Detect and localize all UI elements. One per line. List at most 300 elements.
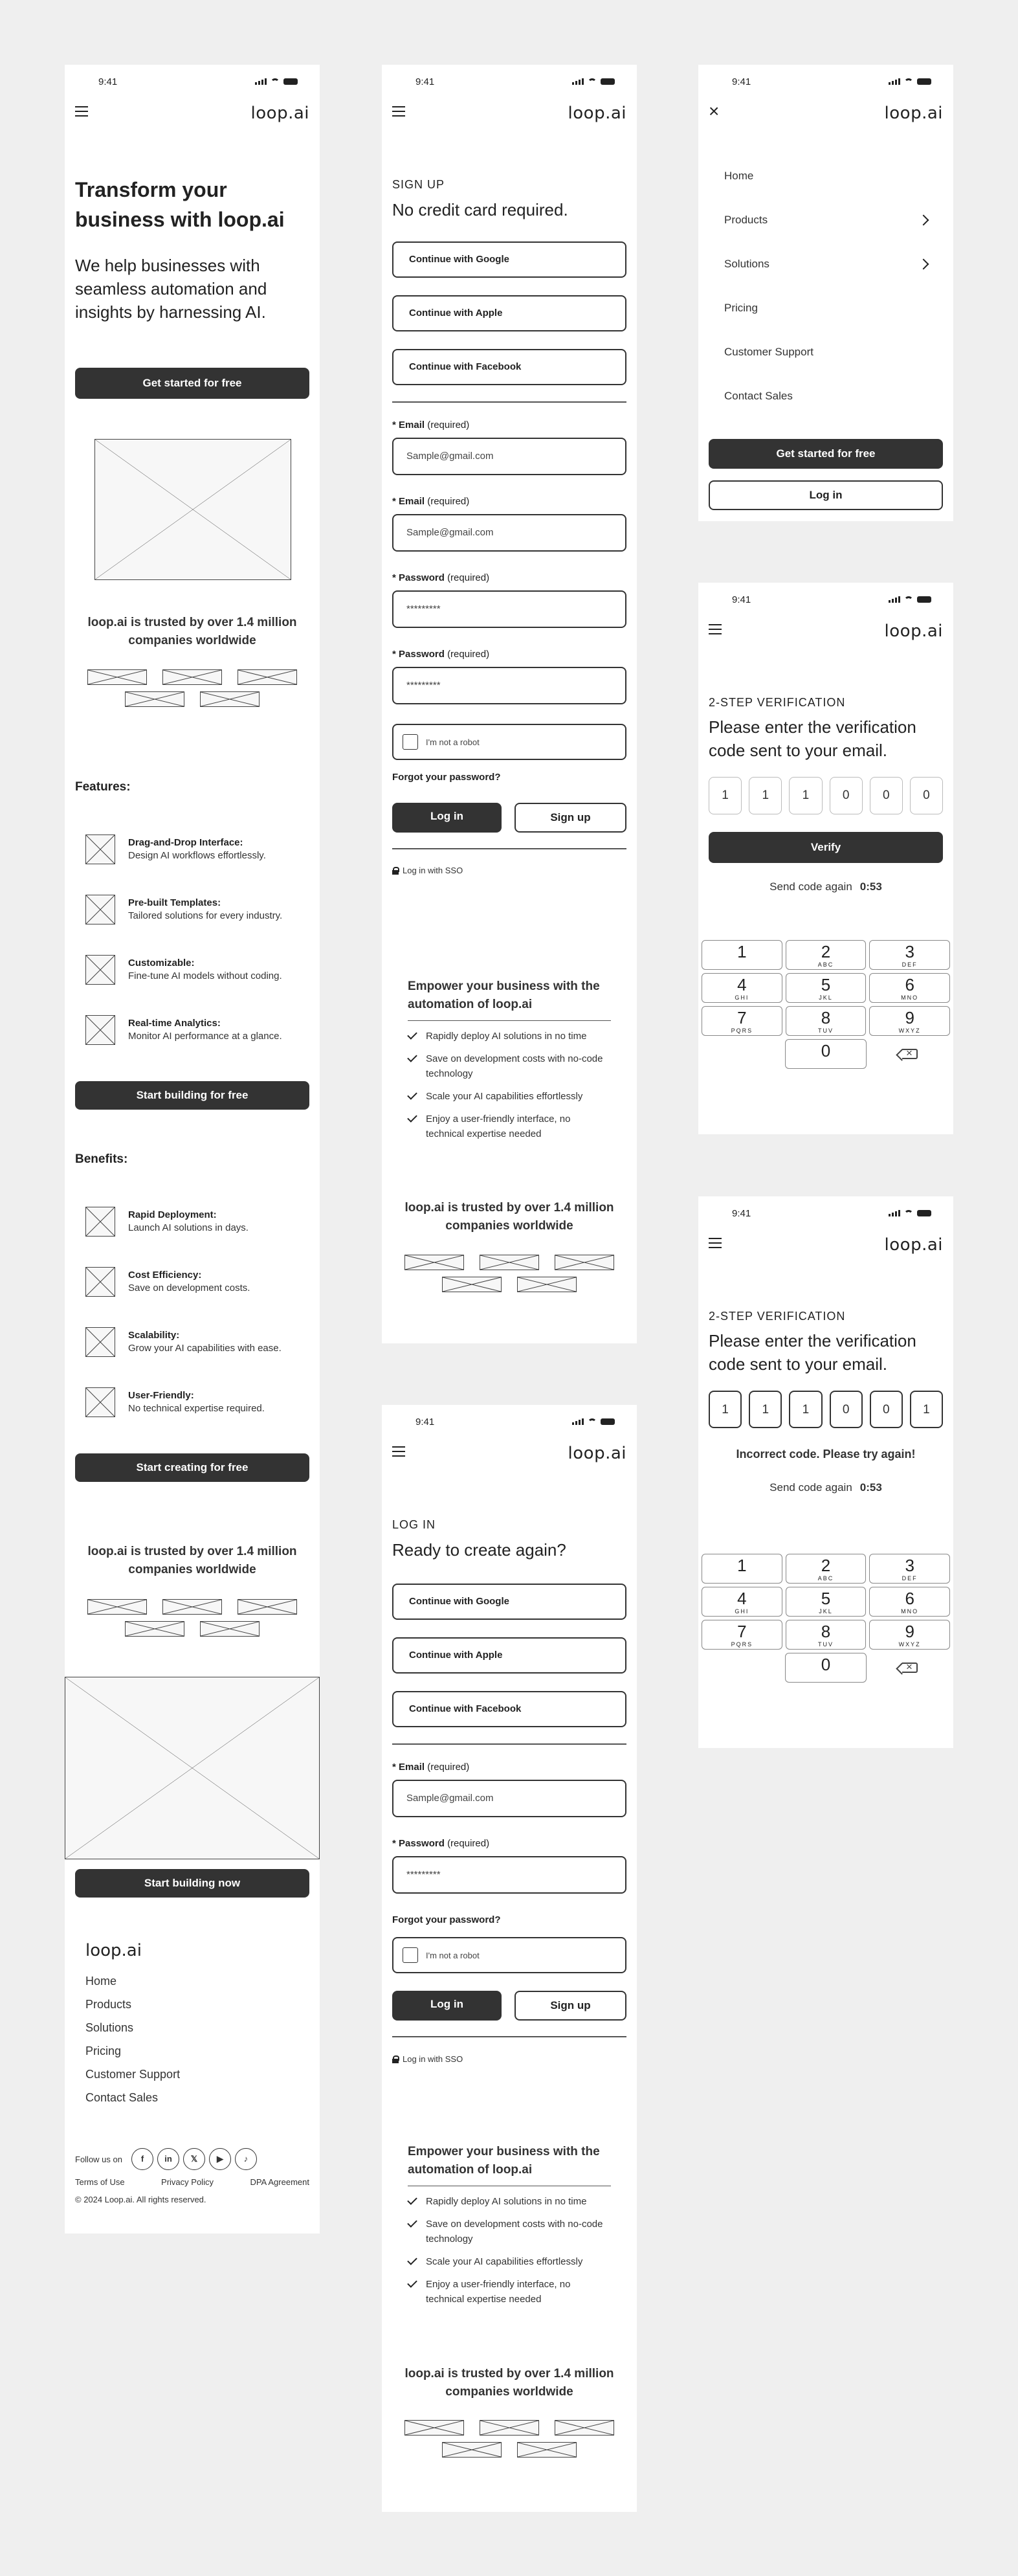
password-label: * Password (required): [392, 572, 490, 583]
empower-block: [382, 978, 637, 1141]
key-digit: 7: [737, 1008, 747, 1027]
keypad-key-0[interactable]: [785, 1653, 867, 1683]
start-building-now-button[interactable]: Start building now: [75, 1869, 309, 1898]
checklist-text: Scale your AI capabilities effortlessly: [426, 2256, 583, 2267]
otp-digit-input[interactable]: 0: [830, 1391, 863, 1428]
apple-button[interactable]: Continue with Apple: [392, 1637, 626, 1674]
divider: [392, 1743, 626, 1745]
follow-label: Follow us on: [75, 2154, 122, 2164]
hamburger-menu-icon[interactable]: [75, 106, 88, 117]
status-icons: [572, 78, 615, 85]
apple-button[interactable]: Continue with Apple: [392, 295, 626, 331]
password-label: * Password (required): [392, 1838, 490, 1849]
battery-icon: [283, 78, 298, 85]
email-field[interactable]: Sample@gmail.com: [392, 438, 626, 475]
key-letters: JKL: [819, 1608, 833, 1615]
otp-digit-input[interactable]: 1: [789, 1391, 822, 1428]
checklist-item: [408, 1029, 611, 1044]
lock-icon: [392, 867, 399, 875]
feature-icon: [85, 1267, 115, 1297]
menu-login-button[interactable]: Log in: [709, 480, 943, 510]
menu-item-customer-support[interactable]: [698, 330, 953, 374]
recaptcha[interactable]: [392, 724, 626, 760]
signup-button[interactable]: Sign up: [515, 803, 626, 833]
login-button[interactable]: Log in: [392, 803, 502, 833]
wifi-icon: [904, 78, 913, 85]
key-letters: JKL: [819, 994, 833, 1001]
checklist-text: Rapidly deploy AI solutions in no time: [426, 1031, 587, 1042]
login-button[interactable]: Log in: [392, 1991, 502, 2021]
client-logo: [238, 669, 297, 685]
footer-link[interactable]: Pricing: [85, 2044, 122, 2057]
sso-link[interactable]: [382, 2054, 637, 2064]
status-icons: [889, 596, 931, 603]
keypad-row: [702, 1554, 950, 1584]
brand-logo[interactable]: loop.ai: [250, 104, 309, 123]
feature-text: [128, 1390, 265, 1414]
countdown-timer: 0:53: [859, 880, 882, 893]
empower-title: Empower your business with the automation of loop.ai: [408, 978, 611, 1021]
facebook-button[interactable]: Continue with Facebook: [392, 349, 626, 385]
client-logo: [200, 1621, 260, 1637]
feature-title: Pre-built Templates:: [128, 897, 221, 908]
menu-item-label: Solutions: [724, 258, 769, 270]
google-button[interactable]: Continue with Google: [392, 1584, 626, 1620]
otp-digit-input[interactable]: 1: [709, 1391, 742, 1428]
key-digit: 6: [905, 975, 914, 994]
terms-link[interactable]: Terms of Use: [75, 2177, 125, 2187]
trust-text: loop.ai is trusted by over 1.4 million companies worldwide: [404, 1201, 614, 1233]
client-logo: [87, 1599, 147, 1615]
key-letters: TUV: [818, 1027, 834, 1034]
signal-icon: [889, 78, 900, 85]
error-message: Incorrect code. Please try again!: [736, 1448, 916, 1461]
feature-icon: [85, 895, 115, 924]
brand-logo[interactable]: loop.ai: [884, 104, 943, 123]
feature-item: [65, 1312, 320, 1372]
keypad-key-8[interactable]: [786, 1620, 867, 1650]
feature-title: Cost Efficiency:: [128, 1270, 202, 1281]
landing-screen: [65, 65, 320, 2234]
hero-lead: We help businesses with seamless automation and insights by harnessing AI.: [75, 256, 267, 322]
check-icon: [407, 1029, 417, 1040]
key-digit: 2: [821, 1556, 831, 1575]
password-field-2[interactable]: *********: [392, 667, 626, 704]
feature-item: [65, 1372, 320, 1432]
signal-icon: [889, 1210, 900, 1216]
menu-list: [698, 154, 953, 418]
keypad-key-3[interactable]: [869, 1554, 950, 1584]
backspace-key[interactable]: [870, 1039, 950, 1069]
chevron-right-icon: [918, 215, 929, 226]
client-logos-2: [65, 1599, 320, 1637]
battery-icon: [601, 1418, 615, 1425]
features-list: [65, 819, 320, 1060]
otp-digit-input[interactable]: 0: [870, 777, 903, 814]
otp-digit-input[interactable]: 1: [709, 777, 742, 814]
hero-image-placeholder: [94, 439, 291, 580]
keypad-row: [702, 973, 950, 1003]
feature-title: Drag-and-Drop Interface:: [128, 837, 243, 848]
feature-desc: Monitor AI performance at a glance.: [128, 1031, 282, 1042]
otp-digit-input[interactable]: 1: [789, 777, 822, 814]
privacy-link[interactable]: Privacy Policy: [161, 2177, 214, 2187]
keypad-key-7[interactable]: [702, 1620, 782, 1650]
close-icon[interactable]: ×: [709, 101, 720, 121]
keypad-key-4[interactable]: [702, 973, 782, 1003]
top-nav: [698, 610, 953, 649]
email-label: * Email (required): [392, 420, 470, 431]
key-letters: ABC: [817, 1575, 834, 1582]
key-digit: 0: [821, 1041, 831, 1060]
signal-icon: [255, 78, 267, 85]
client-logo: [480, 1255, 539, 1270]
keypad-row: [702, 1653, 950, 1683]
feature-text: [128, 1330, 282, 1354]
trust-text: loop.ai is trusted by over 1.4 million companies worldwide: [404, 2367, 614, 2399]
verify-button[interactable]: Verify: [709, 832, 943, 863]
check-icon: [407, 1052, 417, 1062]
key-digit: 7: [737, 1622, 747, 1641]
google-button[interactable]: Continue with Google: [392, 241, 626, 278]
keypad-row: [702, 1587, 950, 1617]
menu-item-label: Customer Support: [724, 346, 813, 358]
divider-2: [392, 848, 626, 849]
signup-button[interactable]: Sign up: [515, 1991, 626, 2021]
keypad-key-3[interactable]: [869, 940, 950, 970]
start-building-button[interactable]: Start building for free: [75, 1081, 309, 1110]
key-letters: DEF: [902, 961, 918, 968]
signal-icon: [572, 1418, 584, 1425]
keypad-key-7[interactable]: [702, 1006, 782, 1036]
otp-digit-input[interactable]: 0: [910, 777, 943, 814]
keypad-key-6[interactable]: [869, 973, 950, 1003]
signup-screen: [382, 65, 637, 1343]
brand-logo[interactable]: loop.ai: [568, 104, 626, 123]
trust-text-2: loop.ai is trusted by over 1.4 million companies worldwide: [87, 1545, 297, 1576]
key-digit: 4: [737, 975, 747, 994]
otp-digit-input[interactable]: 0: [870, 1391, 903, 1428]
feature-icon: [85, 955, 115, 985]
recaptcha-label: I'm not a robot: [426, 737, 480, 747]
verify-title: Please enter the verification code sent to your email.: [709, 717, 916, 760]
feature-text: [128, 1018, 282, 1042]
keypad-blank: [702, 1653, 782, 1683]
otp-inputs: [698, 777, 953, 814]
key-digit: 6: [905, 1589, 914, 1608]
feature-icon: [85, 1015, 115, 1045]
password-field[interactable]: *********: [392, 590, 626, 628]
email-label: * Email (required): [392, 1762, 470, 1773]
resend-link[interactable]: Send code again: [769, 880, 852, 893]
key-digit: 1: [737, 1556, 747, 1575]
brand-logo[interactable]: loop.ai: [568, 1444, 626, 1463]
hamburger-menu-icon[interactable]: [709, 1238, 722, 1248]
key-letters: DEF: [902, 1575, 918, 1582]
keypad-key-9[interactable]: [869, 1620, 950, 1650]
client-logo: [404, 2420, 464, 2436]
check-icon: [407, 2195, 417, 2205]
status-time: 9:41: [415, 76, 435, 87]
key-letters: ABC: [817, 961, 834, 968]
login-title: Ready to create again?: [392, 1540, 566, 1560]
feature-desc: Fine-tune AI models without coding.: [128, 970, 282, 981]
copyright: © 2024 Loop.ai. All rights reserved.: [75, 2195, 206, 2204]
status-icons: [889, 1210, 931, 1216]
checklist-text: Save on development costs with no-code technology: [426, 2219, 603, 2245]
keypad-key-2[interactable]: [786, 1554, 867, 1584]
hero-title-line2: business with loop.ai: [75, 208, 285, 231]
battery-icon: [917, 596, 931, 603]
key-letters: MNO: [901, 994, 919, 1001]
facebook-button[interactable]: Continue with Facebook: [392, 1691, 626, 1727]
keypad-key-4[interactable]: [702, 1587, 782, 1617]
feature-text: [128, 958, 282, 981]
menu-item-pricing[interactable]: [698, 286, 953, 330]
footer-link[interactable]: Contact Sales: [85, 2091, 159, 2104]
key-digit: 9: [905, 1622, 914, 1641]
numeric-keypad: [698, 940, 953, 1072]
menu-item-home[interactable]: [698, 154, 953, 198]
otp-digit-input[interactable]: 0: [830, 777, 863, 814]
wifi-icon: [904, 596, 913, 603]
password-label-2: * Password (required): [392, 649, 490, 660]
menu-item-contact-sales[interactable]: [698, 374, 953, 418]
recaptcha-checkbox[interactable]: [403, 1947, 418, 1963]
get-started-button[interactable]: Get started for free: [709, 439, 943, 469]
menu-item-label: Pricing: [724, 302, 758, 314]
email-field-2[interactable]: Sample@gmail.com: [392, 514, 626, 552]
empower-title: Empower your business with the automation of loop.ai: [408, 2143, 611, 2186]
status-icons: [572, 1418, 615, 1425]
password-field[interactable]: *********: [392, 1856, 626, 1894]
wifi-icon: [271, 78, 280, 85]
recaptcha[interactable]: [392, 1937, 626, 1973]
status-bar: [382, 1405, 637, 1432]
key-digit: 3: [905, 942, 914, 961]
checklist-item: [408, 2254, 611, 2269]
feature-icon: [85, 834, 115, 864]
signal-icon: [572, 78, 584, 85]
feature-item: [65, 1000, 320, 1060]
login-screen: [382, 1405, 637, 2512]
key-digit: 8: [821, 1622, 831, 1641]
client-logo: [162, 669, 222, 685]
menu-item-products[interactable]: [698, 198, 953, 242]
battery-icon: [917, 78, 931, 85]
resend-row: [698, 880, 953, 893]
tiktok-icon[interactable]: ♪: [235, 2148, 257, 2170]
keypad-row: [702, 1039, 950, 1069]
verify-screen: [698, 583, 953, 1134]
status-time: 9:41: [732, 594, 751, 605]
feature-item: [65, 819, 320, 879]
signup-title: No credit card required.: [392, 200, 568, 219]
start-creating-button[interactable]: Start creating for free: [75, 1453, 309, 1482]
otp-digit-input[interactable]: 1: [910, 1391, 943, 1428]
feature-item: [65, 879, 320, 939]
feature-title: Scalability:: [128, 1330, 180, 1341]
wifi-icon: [588, 78, 597, 85]
legal-links: [65, 2177, 320, 2187]
checklist-text: Enjoy a user-friendly interface, no technical expertise needed: [426, 2279, 571, 2305]
key-digit: 5: [821, 1589, 831, 1608]
otp-inputs: [698, 1391, 953, 1428]
resend-row: [698, 1481, 953, 1494]
key-digit: 9: [905, 1008, 914, 1027]
client-logos: [65, 669, 320, 707]
feature-desc: Launch AI solutions in days.: [128, 1222, 249, 1233]
top-nav: [382, 1432, 637, 1471]
keypad-key-9[interactable]: [869, 1006, 950, 1036]
status-bar: [698, 583, 953, 610]
sso-link[interactable]: [382, 866, 637, 875]
signal-icon: [889, 596, 900, 603]
keypad-row: [702, 1006, 950, 1036]
recaptcha-label: I'm not a robot: [426, 1950, 480, 1960]
social-row: [65, 2148, 320, 2170]
chevron-right-icon: [918, 259, 929, 270]
hamburger-menu-icon[interactable]: [392, 106, 405, 117]
linkedin-icon[interactable]: in: [157, 2148, 179, 2170]
hero-title-line1: Transform your: [75, 178, 227, 201]
client-logo: [238, 1599, 297, 1615]
keypad-key-2[interactable]: [786, 940, 867, 970]
x-icon[interactable]: 𝕏: [183, 2148, 205, 2170]
key-letters: GHI: [735, 994, 749, 1001]
checklist-text: Scale your AI capabilities effortlessly: [426, 1091, 583, 1102]
client-logos: [382, 1255, 637, 1292]
keypad-key-5[interactable]: [786, 1587, 867, 1617]
keypad-key-5[interactable]: [786, 973, 867, 1003]
email-label-2: * Email (required): [392, 496, 470, 507]
footer-logo[interactable]: loop.ai: [85, 1941, 142, 1960]
top-nav: [382, 92, 637, 131]
menu-item-label: Products: [724, 214, 768, 226]
status-bar: [698, 65, 953, 92]
feature-item: [65, 1251, 320, 1312]
client-logo: [442, 1277, 502, 1292]
keypad-key-6[interactable]: [869, 1587, 950, 1617]
footer-link[interactable]: Solutions: [85, 2021, 134, 2034]
status-icons: [255, 78, 298, 85]
checklist: [408, 1029, 611, 1141]
feature-title: Rapid Deployment:: [128, 1209, 217, 1220]
keypad-row: [702, 940, 950, 970]
lock-icon: [392, 2055, 399, 2063]
verify-overline: 2-STEP VERIFICATION: [709, 1310, 846, 1323]
email-field[interactable]: Sample@gmail.com: [392, 1780, 626, 1817]
forgot-password-link[interactable]: Forgot your password?: [392, 772, 501, 783]
checklist-text: Rapidly deploy AI solutions in no time: [426, 2196, 587, 2207]
brand-logo[interactable]: loop.ai: [884, 1235, 943, 1255]
divider-2: [392, 2036, 626, 2037]
feature-icon: [85, 1387, 115, 1417]
youtube-icon[interactable]: ▶: [209, 2148, 231, 2170]
feature-title: User-Friendly:: [128, 1390, 194, 1401]
numeric-keypad: [698, 1554, 953, 1686]
client-logo: [517, 1277, 577, 1292]
footer-link[interactable]: Products: [85, 1998, 132, 2011]
footer-link[interactable]: Home: [85, 1975, 117, 1988]
verify-title: Please enter the verification code sent to your email.: [709, 1331, 916, 1374]
checklist-item: [408, 1089, 611, 1104]
status-icons: [889, 78, 931, 85]
sso-label: Log in with SSO: [403, 2054, 463, 2064]
backspace-icon: [902, 1049, 918, 1059]
key-digit: 3: [905, 1556, 914, 1575]
battery-icon: [601, 78, 615, 85]
menu-item-solutions[interactable]: [698, 242, 953, 286]
keypad-key-1[interactable]: [702, 940, 782, 970]
resend-link[interactable]: Send code again: [769, 1481, 852, 1494]
top-nav: [698, 1224, 953, 1262]
keypad-key-8[interactable]: [786, 1006, 867, 1036]
feature-item: [65, 1191, 320, 1251]
hamburger-menu-icon[interactable]: [392, 1446, 405, 1457]
otp-digit-input[interactable]: 1: [749, 1391, 782, 1428]
client-logo: [125, 691, 184, 707]
verify-overline: 2-STEP VERIFICATION: [709, 696, 846, 709]
check-icon: [407, 2217, 417, 2228]
check-icon: [407, 1112, 417, 1123]
client-logo: [200, 691, 260, 707]
feature-text: [128, 897, 282, 921]
backspace-key[interactable]: [870, 1653, 950, 1683]
key-letters: GHI: [735, 1608, 749, 1615]
battery-icon: [917, 1210, 931, 1216]
benefits-title: Benefits:: [75, 1152, 128, 1166]
feature-desc: Grow your AI capabilities with ease.: [128, 1343, 282, 1354]
key-letters: WXYZ: [898, 1027, 921, 1034]
keypad-blank: [702, 1039, 782, 1069]
feature-desc: Save on development costs.: [128, 1282, 250, 1294]
recaptcha-checkbox[interactable]: [403, 734, 418, 750]
checklist-text: Save on development costs with no-code technology: [426, 1053, 603, 1079]
brand-logo[interactable]: loop.ai: [884, 622, 943, 641]
footer-link[interactable]: Customer Support: [85, 2068, 181, 2081]
top-nav: [698, 92, 953, 131]
keypad-key-1[interactable]: [702, 1554, 782, 1584]
feature-item: [65, 939, 320, 1000]
get-started-button[interactable]: Get started for free: [75, 368, 309, 399]
feature-title: Real-time Analytics:: [128, 1018, 221, 1029]
signup-overline: SIGN UP: [392, 178, 445, 191]
otp-digit-input[interactable]: 1: [749, 777, 782, 814]
menu-item-label: Home: [724, 170, 754, 182]
key-digit: 0: [821, 1655, 831, 1674]
client-logo: [162, 1599, 222, 1615]
feature-desc: No technical expertise required.: [128, 1403, 265, 1414]
check-icon: [407, 2278, 417, 2288]
facebook-icon[interactable]: f: [131, 2148, 153, 2170]
check-icon: [407, 1090, 417, 1100]
forgot-password-link[interactable]: Forgot your password?: [392, 1914, 501, 1925]
checklist-item: [408, 2194, 611, 2209]
hamburger-menu-icon[interactable]: [709, 624, 722, 634]
feature-desc: Design AI workflows effortlessly.: [128, 850, 266, 861]
keypad-key-0[interactable]: [785, 1039, 867, 1069]
top-nav: [65, 92, 320, 131]
dpa-link[interactable]: DPA Agreement: [250, 2177, 309, 2187]
checklist-item: [408, 2217, 611, 2246]
key-letters: TUV: [818, 1641, 834, 1648]
checklist-item: [408, 2277, 611, 2307]
countdown-timer: 0:53: [859, 1481, 882, 1494]
key-letters: PQRS: [731, 1641, 753, 1648]
client-logo: [480, 2420, 539, 2436]
backspace-icon: [902, 1663, 918, 1673]
